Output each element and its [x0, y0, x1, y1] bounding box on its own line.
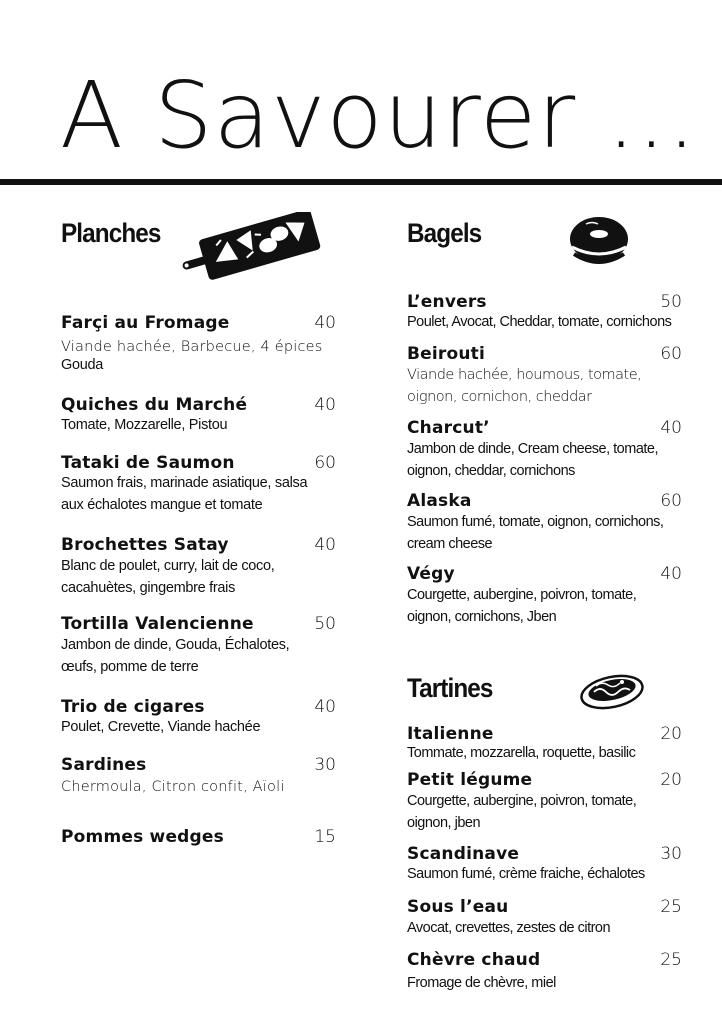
item-name: Pommes wedges	[61, 827, 224, 847]
item-description: Saumon fumé, tomate, oignon, cornichons,	[407, 514, 664, 530]
item-price: 40	[314, 535, 336, 555]
item-description: Viande hachée, houmous, tomate,	[407, 367, 642, 383]
item-description: Saumon frais, marinade asiatique, salsa	[61, 475, 308, 491]
item-description: Tomate, Mozzarelle, Pistou	[61, 417, 228, 433]
cheese-board-icon	[178, 212, 324, 282]
item-description: Poulet, Crevette, Viande hachée	[61, 719, 261, 735]
menu-item-brochettes-satay	[61, 535, 336, 599]
item-price: 30	[314, 755, 336, 775]
menu-item-beirouti	[407, 344, 682, 408]
item-description: cacahuètes, gingembre frais	[61, 580, 236, 596]
item-price: 40	[314, 395, 336, 415]
item-price: 60	[314, 453, 336, 473]
item-description: Courgette, aubergine, poivron, tomate,	[407, 587, 637, 603]
menu-item-italienne	[407, 724, 682, 762]
item-description: œufs, pomme de terre	[61, 659, 199, 675]
item-price: 30	[660, 844, 682, 864]
item-name: Quiches du Marché	[61, 395, 248, 415]
section-title-planches: Planches	[61, 218, 161, 248]
item-price: 50	[660, 292, 682, 312]
item-description: oignon, cornichons, Jben	[407, 609, 557, 625]
menu-item-tataki-de-saumon	[61, 453, 336, 515]
bagel-icon	[566, 212, 632, 272]
menu-item-quiches-du-marche	[61, 395, 336, 435]
menu-item-petit-legume	[407, 770, 682, 834]
item-price: 20	[660, 724, 682, 744]
item-price: 40	[660, 418, 682, 438]
item-name: Tortilla Valencienne	[61, 614, 254, 634]
item-description: oignon, cheddar, cornichons	[407, 463, 575, 479]
item-description: Blanc de poulet, curry, lait de coco,	[61, 558, 275, 574]
item-description: Jambon de dinde, Gouda, Échalotes,	[61, 637, 290, 653]
item-description: Gouda	[61, 357, 104, 373]
item-name: Végy	[407, 564, 455, 584]
page-title: A Savourer ...	[60, 62, 698, 169]
menu-item-lenvers	[407, 292, 682, 332]
item-description: aux échalotes mangue et tomate	[61, 497, 263, 513]
menu-item-trio-de-cigares	[61, 697, 336, 737]
item-price: 25	[660, 897, 682, 917]
item-name: Farçi au Fromage	[61, 313, 230, 333]
item-name: Petit légume	[407, 770, 533, 790]
item-name: Chèvre chaud	[407, 950, 541, 970]
menu-item-pommes-wedges	[61, 827, 336, 847]
item-name: L’envers	[407, 292, 487, 312]
section-title-tartines: Tartines	[407, 673, 493, 703]
item-description: Chermoula, Citron confit, Aïoli	[61, 779, 285, 795]
item-price: 40	[660, 564, 682, 584]
menu-item-tortilla-valencienne	[61, 614, 336, 678]
item-description: Saumon fumé, crème fraiche, échalotes	[407, 866, 645, 882]
item-name: Alaska	[407, 491, 472, 511]
item-description: cream cheese	[407, 536, 493, 552]
item-name: Sous l’eau	[407, 897, 509, 917]
item-price: 50	[314, 614, 336, 634]
menu-item-alaska	[407, 491, 682, 555]
menu-item-vegy	[407, 564, 682, 628]
item-name: Trio de cigares	[61, 697, 205, 717]
item-price: 40	[314, 697, 336, 717]
item-price: 60	[660, 491, 682, 511]
tartine-icon	[578, 668, 646, 712]
item-description: oignon, jben	[407, 815, 481, 831]
menu-item-sardines	[61, 755, 336, 797]
item-name: Sardines	[61, 755, 147, 775]
item-name: Beirouti	[407, 344, 486, 364]
menu-item-charcut	[407, 418, 682, 482]
item-name: Brochettes Satay	[61, 535, 229, 555]
item-description: Courgette, aubergine, poivron, tomate,	[407, 793, 637, 809]
menu-item-chevre-chaud	[407, 950, 682, 996]
item-description: oignon, cornichon, cheddar	[407, 389, 592, 405]
item-price: 40	[314, 313, 336, 333]
item-description: Tommate, mozzarella, roquette, basilic	[407, 745, 636, 761]
item-name: Tataki de Saumon	[61, 453, 235, 473]
item-description: Poulet, Avocat, Cheddar, tomate, cornichons	[407, 314, 672, 330]
menu-item-farci-au-fromage	[61, 313, 336, 373]
item-price: 15	[314, 827, 336, 847]
item-description: Fromage de chèvre, miel	[407, 975, 556, 991]
item-description: Avocat, crevettes, zestes de citron	[407, 920, 611, 936]
item-name: Charcut’	[407, 418, 490, 438]
menu-item-sous-leau	[407, 897, 682, 939]
item-price: 20	[660, 770, 682, 790]
menu-item-scandinave	[407, 844, 682, 884]
item-name: Italienne	[407, 724, 494, 744]
item-description: Jambon de dinde, Cream cheese, tomate,	[407, 441, 659, 457]
section-title-bagels: Bagels	[407, 218, 482, 248]
item-description: Viande hachée, Barbecue, 4 épices	[61, 339, 323, 355]
item-name: Scandinave	[407, 844, 520, 864]
title-divider	[0, 179, 722, 185]
item-price: 25	[660, 950, 682, 970]
item-price: 60	[660, 344, 682, 364]
